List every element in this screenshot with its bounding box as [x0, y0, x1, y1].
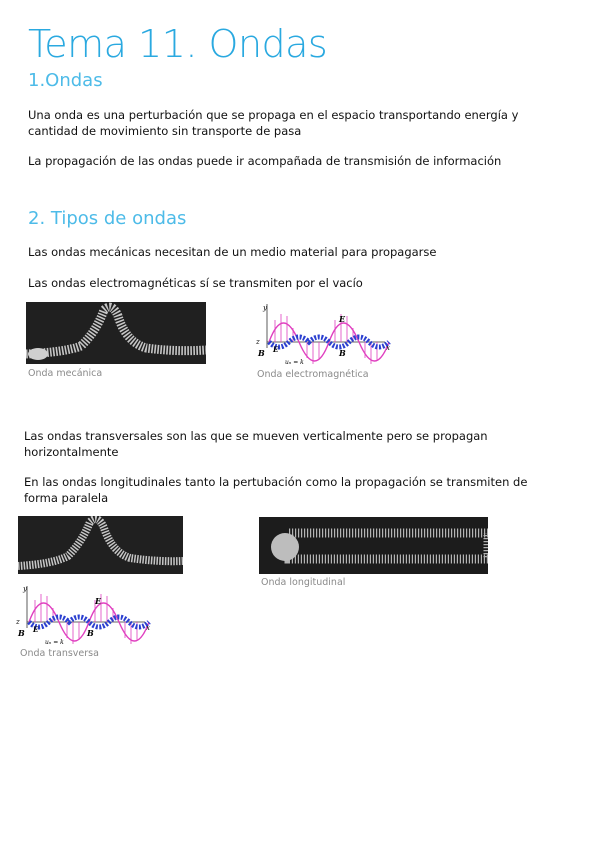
axis-x-label: x [386, 344, 390, 352]
paragraph-informacion: La propagación de las ondas puede ir acompañada de transmisión de información [28, 154, 502, 168]
e-label: E [339, 314, 346, 324]
caption-onda-longitudinal: Onda longitudinal [261, 577, 346, 588]
e-label-left: E [273, 345, 279, 354]
axis-z-label-2: z [16, 618, 20, 626]
e-label-left-2: E [33, 625, 39, 634]
caption-onda-transversa: Onda transversa [20, 648, 99, 659]
b-label-left: B [258, 348, 265, 358]
paragraph-electromagneticas: Las ondas electromagnéticas sí se transmiten por el vacío [28, 276, 363, 290]
axis-z-label: z [256, 338, 260, 346]
direction-label: uₙ = k [285, 359, 304, 366]
em-wave-diagram [255, 300, 395, 368]
paragraph-mecanicas: Las ondas mecánicas necesitan de un medio material para propagarse [28, 245, 437, 259]
transverse-wave-photo [18, 516, 183, 574]
b-label-2: B [87, 628, 94, 638]
axis-y-label: y [263, 304, 267, 312]
direction-label-2: uₙ = k [45, 639, 64, 646]
paragraph-longitudinales: En las ondas longitudinales tanto la pertubación como la propagación se transmiten de forma paralela [24, 475, 528, 505]
section-heading-tipos: 2. Tipos de ondas [28, 208, 187, 229]
page-title: Tema 11. Ondas [28, 22, 328, 66]
caption-onda-electromagnetica: Onda electromagnética [257, 369, 369, 380]
caption-onda-mecanica: Onda mecánica [28, 368, 103, 379]
b-label: B [339, 348, 346, 358]
mechanical-wave-photo [26, 302, 206, 364]
longitudinal-wave-photo [259, 517, 488, 574]
em-wave-diagram-2 [15, 582, 155, 648]
axis-y-label-2: y [23, 585, 27, 593]
e-label-2: E [95, 596, 102, 606]
axis-x-label-2: x [146, 624, 150, 632]
paragraph-transversales: Las ondas transversales son las que se mueven verticalmente pero se propagan horizontalmente [24, 429, 488, 459]
section-heading-ondas: 1.Ondas [28, 70, 103, 91]
paragraph-definicion: Una onda es una perturbación que se propaga en el espacio transportando energía y cantidad de movimiento sin transporte de pasa [28, 108, 519, 138]
b-label-left-2: B [18, 628, 25, 638]
